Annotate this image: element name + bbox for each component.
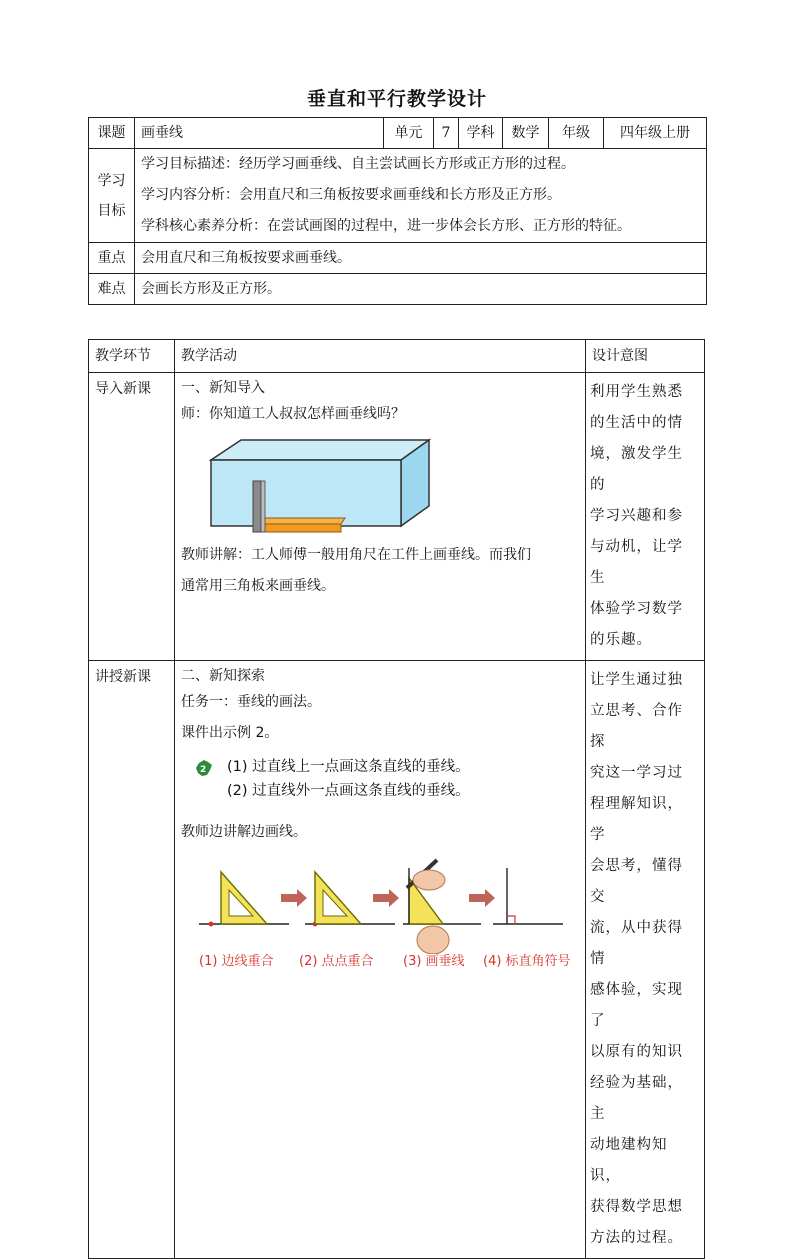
goal-line: 学习目标描述：经历学习画垂线、自主尝试画长方形或正方形的过程。 bbox=[141, 156, 575, 172]
drawing-steps-figure bbox=[181, 854, 579, 974]
example-item: (2) 过直线外一点画这条直线的垂线。 bbox=[227, 783, 470, 799]
intro-explain-line: 通常用三角板来画垂线。 bbox=[181, 578, 335, 594]
intent-line: 立思考、合作探 bbox=[590, 703, 683, 750]
goal-line: 学科核心素养分析：在尝试画图的过程中，进一步体会长方形、正方形的特征。 bbox=[141, 218, 631, 234]
intent-line: 感体验，实现了 bbox=[590, 982, 683, 1029]
key-label: 重点 bbox=[89, 243, 135, 274]
key-value: 会用直尺和三角板按要求画垂线。 bbox=[135, 243, 707, 274]
intent-line: 究这一学习过 bbox=[590, 765, 683, 781]
subject-label: 学科 bbox=[459, 118, 503, 149]
header-stage: 教学环节 bbox=[89, 340, 175, 373]
intent-new-lesson bbox=[586, 661, 705, 1259]
example-block bbox=[181, 755, 579, 817]
header-activity: 教学活动 bbox=[175, 340, 586, 373]
intent-intro bbox=[586, 373, 705, 661]
intent-line: 经验为基础，主 bbox=[590, 1075, 683, 1122]
step-label: (3) 画垂线 bbox=[403, 954, 465, 969]
example-badge-number: 2 bbox=[200, 765, 207, 775]
goal-content bbox=[135, 149, 707, 243]
stage-intro: 导入新课 bbox=[89, 373, 175, 661]
goal-label bbox=[89, 149, 135, 243]
intent-line: 以原有的知识 bbox=[590, 1044, 683, 1060]
header-intent: 设计意图 bbox=[586, 340, 705, 373]
grade-label: 年级 bbox=[549, 118, 604, 149]
intro-explain-line: 教师讲解：工人师傅一般用角尺在工件上画垂线。而我们 bbox=[181, 547, 531, 563]
intent-line: 会思考，懂得交 bbox=[590, 858, 683, 905]
courseware-note: 课件出示例 2。 bbox=[181, 725, 279, 741]
intent-line: 的乐趣。 bbox=[590, 632, 652, 648]
example-item: (1) 过直线上一点画这条直线的垂线。 bbox=[227, 759, 470, 775]
goal-label-line-1: 学习 bbox=[97, 172, 126, 189]
intent-line: 让学生通过独 bbox=[590, 672, 683, 688]
difficult-value: 会画长方形及正方形。 bbox=[135, 274, 707, 305]
activity-intro bbox=[175, 373, 586, 661]
intent-line: 利用学生熟悉 bbox=[590, 384, 683, 400]
teaching-activity-table bbox=[88, 339, 705, 1259]
lesson-info-table bbox=[88, 117, 707, 305]
intent-line: 境，激发学生的 bbox=[590, 446, 683, 493]
new-heading: 二、新知探索 bbox=[181, 668, 265, 684]
workpiece-illustration bbox=[205, 436, 435, 536]
goal-line: 学习内容分析：会用直尺和三角板按要求画垂线和长方形及正方形。 bbox=[141, 187, 561, 203]
step-label: (1) 边线重合 bbox=[199, 954, 274, 969]
intent-line: 的生活中的情 bbox=[590, 415, 683, 431]
unit-value: 7 bbox=[434, 118, 459, 149]
stage-new-lesson: 讲授新课 bbox=[89, 661, 175, 1259]
intent-line: 方法的过程。 bbox=[590, 1230, 683, 1246]
intent-line: 动地建构知识， bbox=[590, 1137, 668, 1184]
unit-label: 单元 bbox=[384, 118, 434, 149]
intro-question: 师：你知道工人叔叔怎样画垂线吗？ bbox=[181, 406, 405, 422]
intent-line: 学习兴趣和参 bbox=[590, 508, 683, 524]
intent-line: 流，从中获得情 bbox=[590, 920, 683, 967]
intent-line: 程理解知识，学 bbox=[590, 796, 683, 843]
intent-line: 体验学习数学 bbox=[590, 601, 683, 617]
intent-line: 获得数学思想 bbox=[590, 1199, 683, 1215]
step-label: (2) 点点重合 bbox=[299, 954, 374, 969]
teacher-note: 教师边讲解边画线。 bbox=[181, 824, 307, 840]
step-label: (4) 标直角符号 bbox=[483, 954, 571, 969]
document-title: 垂直和平行教学设计 bbox=[306, 88, 487, 110]
activity-new-lesson bbox=[175, 661, 586, 1259]
intent-line: 与动机，让学生 bbox=[590, 539, 683, 586]
intro-heading: 一、新知导入 bbox=[181, 380, 265, 396]
drawing-steps-illustration bbox=[181, 854, 581, 954]
difficult-label: 难点 bbox=[89, 274, 135, 305]
grade-value: 四年级上册 bbox=[604, 118, 707, 149]
subject-value: 数学 bbox=[503, 118, 549, 149]
lesson-label: 课题 bbox=[89, 118, 135, 149]
goal-label-line-2: 目标 bbox=[97, 202, 126, 219]
lesson-value: 画垂线 bbox=[135, 118, 384, 149]
task-title: 任务一：垂线的画法。 bbox=[181, 694, 321, 710]
